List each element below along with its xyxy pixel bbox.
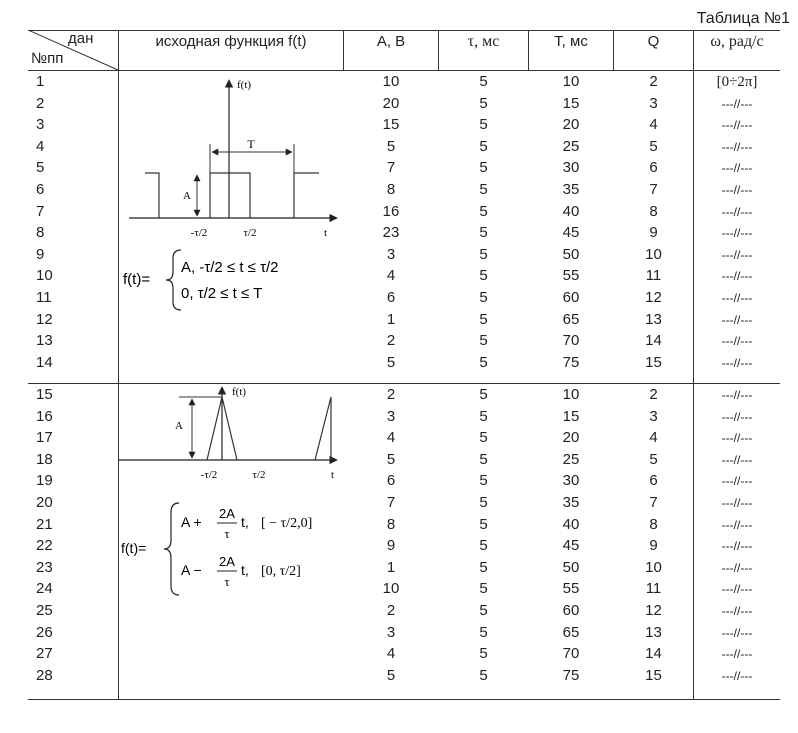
cell-a: 1: [386, 558, 396, 576]
cell-omega: ---//---: [721, 668, 753, 683]
cell-a: 3: [386, 407, 396, 425]
cell-q: 12: [645, 289, 662, 306]
column-tau: [439, 70, 528, 700]
cell-t: 75: [562, 666, 580, 684]
cell-t: 55: [562, 267, 580, 285]
cell-q: 3: [649, 407, 658, 425]
header-corner-top: дан: [68, 30, 94, 47]
cell-a: 10: [382, 73, 400, 90]
cell-a: 9: [386, 537, 396, 555]
cell-omega: ---//---: [721, 560, 753, 575]
cell-q: 5: [649, 137, 658, 155]
cell-a: 6: [386, 289, 396, 306]
row-number: 7: [36, 202, 45, 220]
cell-a: 10: [382, 580, 400, 598]
row-number: 9: [36, 245, 45, 263]
cell-t: 15: [562, 407, 580, 425]
cell-a: 2: [386, 332, 396, 350]
cell-q: 11: [645, 580, 662, 598]
cell-t: 20: [562, 116, 580, 134]
cell-a: 5: [386, 666, 396, 684]
cell-q: 2: [649, 73, 658, 90]
cell-omega: ---//---: [721, 409, 753, 424]
cell-a: 4: [386, 429, 396, 447]
case1-num: 2A: [219, 506, 235, 521]
cell-a: 20: [382, 94, 400, 112]
cell-a: 3: [386, 623, 396, 641]
cell-omega: ---//---: [721, 388, 753, 402]
row-number: 26: [36, 623, 53, 641]
label-pos-tau: τ/2: [252, 469, 266, 481]
cell-omega: ---//---: [721, 452, 753, 467]
cell-tau: 5: [479, 224, 488, 242]
cell-omega: ---//---: [721, 161, 753, 176]
row-number: 28: [36, 666, 53, 684]
pulse-center: [210, 173, 250, 218]
cell-tau: 5: [479, 310, 488, 328]
column-a: [344, 70, 438, 700]
column-n: [28, 70, 118, 700]
cell-omega: ---//---: [721, 139, 753, 154]
cell-tau: 5: [479, 137, 488, 155]
cell-t: 70: [562, 332, 580, 350]
cell-a: 3: [386, 245, 396, 263]
cell-t: 70: [562, 645, 580, 663]
cell-omega: [0÷2π]: [716, 74, 758, 90]
formula-brace: [166, 250, 181, 310]
cell-a: 7: [386, 494, 396, 511]
row-number: 22: [36, 537, 53, 555]
row-number: 6: [36, 181, 45, 198]
cell-tau: 5: [479, 666, 488, 684]
cell-q: 8: [649, 202, 658, 220]
row-number: 1: [36, 73, 45, 90]
row-number: 23: [36, 558, 53, 576]
cell-tau: 5: [479, 289, 488, 306]
cell-q: 15: [645, 666, 662, 684]
figure-rect-pulse: [119, 72, 343, 317]
column-t: [529, 70, 613, 700]
cell-tau: 5: [479, 332, 488, 350]
case2-b: t,: [241, 562, 249, 578]
cell-tau: 5: [479, 267, 488, 285]
cell-t: 35: [562, 494, 580, 511]
cell-tau: 5: [479, 429, 488, 447]
cell-q: 10: [645, 558, 662, 576]
row-number: 8: [36, 224, 45, 242]
row-number: 19: [36, 472, 53, 490]
row-number: 15: [36, 386, 53, 403]
cell-t: 45: [562, 224, 580, 242]
cell-q: 4: [649, 429, 658, 447]
row-number: 16: [36, 407, 53, 425]
cell-tau: 5: [479, 537, 488, 555]
cell-tau: 5: [479, 580, 488, 598]
cell-tau: 5: [479, 472, 488, 490]
cell-omega: ---//---: [721, 334, 753, 349]
row-number: 11: [36, 289, 52, 306]
cell-omega: ---//---: [721, 247, 753, 262]
cell-t: 60: [562, 289, 580, 306]
cell-t: 10: [562, 73, 580, 90]
cell-a: 5: [386, 137, 396, 155]
cell-a: 1: [386, 310, 396, 328]
cell-q: 9: [649, 537, 658, 555]
case2-num: 2A: [219, 554, 235, 569]
cell-t: 60: [562, 602, 580, 619]
cell-q: 6: [649, 159, 658, 177]
cell-t: 65: [562, 310, 580, 328]
cell-a: 2: [386, 386, 396, 403]
label-neg-tau: -τ/2: [200, 469, 218, 481]
cell-omega: ---//---: [721, 604, 753, 618]
cell-a: 6: [386, 472, 396, 490]
row-number: 18: [36, 450, 53, 468]
cell-tau: 5: [479, 623, 488, 641]
label-ft: f(t): [237, 79, 252, 91]
cell-tau: 5: [479, 116, 488, 134]
cell-q: 14: [645, 332, 662, 350]
row-number: 4: [36, 137, 45, 155]
formula-rect: [123, 250, 279, 310]
cell-t: 65: [562, 623, 580, 641]
formula-lhs: f(t)=: [123, 271, 151, 288]
case2-range: [0, τ/2]: [261, 564, 301, 579]
case2-a: A −: [181, 562, 202, 578]
cell-a: 5: [386, 450, 396, 468]
cell-q: 3: [649, 94, 658, 112]
formula-case-1: A, -τ/2 ≤ t ≤ τ/2: [181, 259, 279, 276]
cell-omega: ---//---: [721, 431, 753, 446]
row-number: 21: [36, 515, 53, 533]
cell-q: 4: [649, 116, 658, 134]
cell-t: 45: [562, 537, 580, 555]
cell-t: 40: [562, 515, 580, 533]
cell-q: 9: [649, 224, 658, 242]
cell-tau: 5: [479, 73, 488, 90]
header-tau: τ, мс: [467, 33, 500, 50]
formula-triangle: [121, 503, 312, 595]
header-corner-bottom: №пп: [31, 50, 64, 67]
cell-q: 6: [649, 472, 658, 490]
row-number: 12: [36, 310, 53, 328]
cell-q: 14: [645, 645, 662, 663]
case1-a: A +: [181, 514, 202, 530]
cell-tau: 5: [479, 245, 488, 263]
cell-t: 35: [562, 181, 580, 198]
cell-omega: ---//---: [721, 312, 753, 327]
case1-range: [ − τ/2,0]: [261, 516, 313, 531]
row-number: 2: [36, 94, 45, 112]
cell-a: 4: [386, 267, 396, 285]
cell-tau: 5: [479, 407, 488, 425]
row-number: 17: [36, 429, 53, 447]
label-amplitude: A: [183, 190, 191, 202]
cell-omega: ---//---: [721, 517, 753, 532]
cell-omega: ---//---: [721, 269, 753, 284]
cell-a: 5: [386, 353, 396, 371]
cell-q: 10: [645, 245, 662, 263]
cell-q: 15: [645, 353, 662, 371]
formula-brace: [164, 503, 179, 595]
cell-q: 8: [649, 515, 658, 533]
row-number: 3: [36, 116, 45, 134]
cell-omega: ---//---: [721, 625, 753, 640]
cell-t: 55: [562, 580, 580, 598]
row-number: 13: [36, 332, 53, 350]
pulse-left: [145, 173, 159, 218]
header-omega: ω, рад/с: [710, 33, 764, 50]
case2-den: τ: [224, 574, 230, 589]
formula-case-2: 0, τ/2 ≤ t ≤ T: [181, 285, 263, 302]
cell-a: 16: [382, 202, 400, 220]
row-number: 25: [36, 602, 53, 619]
cell-tau: 5: [479, 159, 488, 177]
cell-omega: ---//---: [721, 496, 753, 510]
cell-tau: 5: [479, 181, 488, 198]
cell-q: 7: [649, 181, 658, 198]
header-t: Т, мс: [554, 33, 588, 50]
cell-tau: 5: [479, 558, 488, 576]
row-number: 27: [36, 645, 53, 663]
cell-tau: 5: [479, 353, 488, 371]
cell-omega: ---//---: [721, 118, 753, 133]
column-q: [614, 70, 693, 700]
header-a: А, В: [376, 33, 406, 50]
cell-t: 25: [562, 450, 580, 468]
cell-a: 8: [386, 181, 396, 198]
row-number: 10: [36, 267, 53, 285]
cell-t: 30: [562, 159, 580, 177]
cell-omega: ---//---: [721, 474, 753, 489]
cell-omega: ---//---: [721, 355, 753, 370]
row-number: 5: [36, 159, 45, 177]
cell-omega: ---//---: [721, 226, 753, 241]
label-neg-tau: -τ/2: [190, 227, 208, 239]
row-number: 20: [36, 494, 53, 511]
label-pos-tau: τ/2: [243, 227, 257, 239]
cell-omega: ---//---: [721, 291, 753, 305]
formula-lhs: f(t)=: [121, 540, 147, 556]
cell-q: 2: [649, 386, 658, 403]
label-ft: f(t): [232, 386, 247, 398]
cell-tau: 5: [479, 202, 488, 220]
cell-t: 40: [562, 202, 580, 220]
pulse-right: [294, 173, 319, 218]
triangle-right: [315, 397, 331, 460]
cell-q: 11: [645, 267, 662, 285]
header-func: исходная функция f(t): [155, 33, 307, 50]
cell-omega: ---//---: [721, 539, 753, 554]
cell-a: 8: [386, 515, 396, 533]
label-period: T: [247, 137, 255, 151]
cell-t: 25: [562, 137, 580, 155]
cell-a: 7: [386, 159, 396, 177]
label-amplitude: A: [175, 420, 183, 432]
cell-t: 75: [562, 353, 580, 371]
cell-tau: 5: [479, 602, 488, 619]
cell-q: 5: [649, 450, 658, 468]
label-t: t: [324, 227, 328, 239]
label-t: t: [331, 469, 335, 481]
row-number: 14: [36, 353, 53, 371]
cell-omega: ---//---: [721, 96, 753, 111]
table-caption: Таблица №1: [696, 10, 790, 27]
case1-den: τ: [224, 526, 230, 541]
cell-omega: ---//---: [721, 204, 753, 219]
cell-q: 12: [645, 602, 662, 619]
cell-tau: 5: [479, 515, 488, 533]
cell-q: 13: [645, 310, 662, 328]
cell-t: 20: [562, 429, 580, 447]
column-omega: [694, 70, 780, 700]
row-number: 24: [36, 580, 53, 598]
cell-a: 2: [386, 602, 396, 619]
figure-triangle-pulse: [119, 385, 343, 605]
header-q: Q: [647, 33, 660, 50]
cell-tau: 5: [479, 94, 488, 112]
data-table: [28, 30, 780, 700]
cell-a: 4: [386, 645, 396, 663]
cell-tau: 5: [479, 386, 488, 403]
cell-t: 30: [562, 472, 580, 490]
cell-omega: ---//---: [721, 183, 753, 197]
cell-omega: ---//---: [721, 582, 753, 597]
case1-b: t,: [241, 514, 249, 530]
cell-q: 13: [645, 623, 662, 641]
cell-omega: ---//---: [721, 647, 753, 662]
cell-t: 15: [562, 94, 580, 112]
cell-tau: 5: [479, 494, 488, 511]
cell-tau: 5: [479, 450, 488, 468]
cell-t: 50: [562, 558, 580, 576]
cell-q: 7: [649, 494, 658, 511]
cell-a: 15: [382, 116, 400, 134]
cell-t: 10: [562, 386, 580, 403]
cell-a: 23: [382, 224, 400, 242]
cell-t: 50: [562, 245, 580, 263]
cell-tau: 5: [479, 645, 488, 663]
